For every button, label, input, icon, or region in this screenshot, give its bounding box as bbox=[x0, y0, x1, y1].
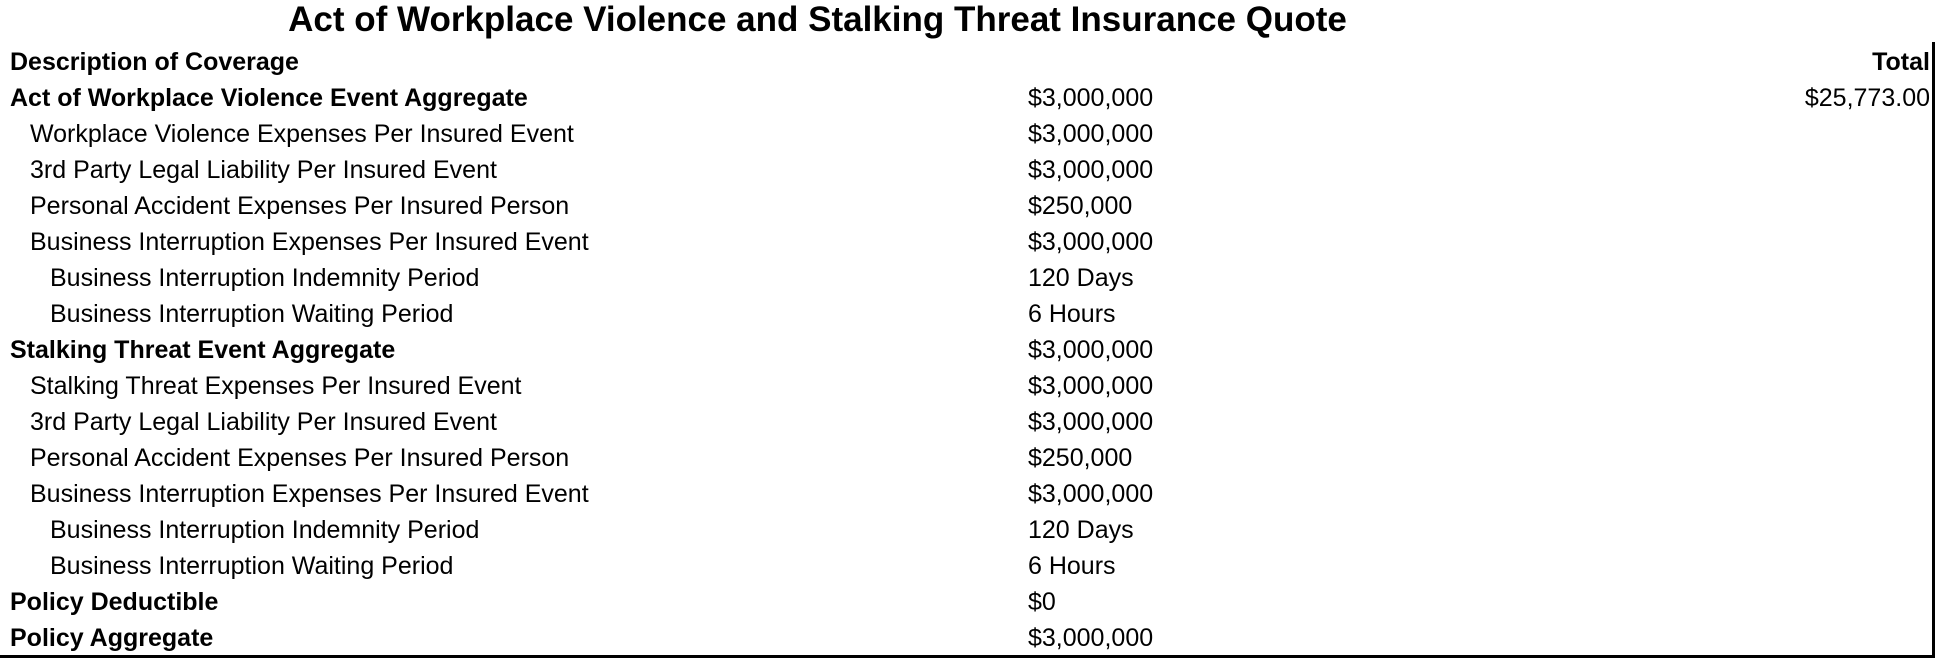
coverage-value: $3,000,000 bbox=[1028, 84, 1154, 112]
table-row bbox=[0, 404, 1932, 440]
table-header bbox=[0, 44, 1932, 80]
coverage-label: Policy Deductible bbox=[10, 588, 219, 616]
table-row bbox=[0, 440, 1932, 476]
coverage-table bbox=[0, 80, 1932, 656]
coverage-value: 6 Hours bbox=[1028, 300, 1116, 328]
coverage-label: 3rd Party Legal Liability Per Insured Event bbox=[30, 408, 497, 436]
coverage-value: 6 Hours bbox=[1028, 552, 1116, 580]
coverage-value: 120 Days bbox=[1028, 264, 1134, 292]
table-row bbox=[0, 332, 1932, 368]
coverage-label: Personal Accident Expenses Per Insured Person bbox=[30, 444, 570, 472]
coverage-label: Personal Accident Expenses Per Insured Person bbox=[30, 192, 570, 220]
total-column-header: Total bbox=[1872, 48, 1930, 76]
coverage-label: Act of Workplace Violence Event Aggregate bbox=[10, 84, 528, 112]
table-row bbox=[0, 548, 1932, 584]
table-row bbox=[0, 476, 1932, 512]
coverage-label: Policy Aggregate bbox=[10, 624, 214, 652]
bottom-border bbox=[0, 655, 1935, 658]
coverage-value: $3,000,000 bbox=[1028, 408, 1154, 436]
table-row bbox=[0, 116, 1932, 152]
coverage-label: 3rd Party Legal Liability Per Insured Event bbox=[30, 156, 497, 184]
coverage-label: Business Interruption Expenses Per Insured Event bbox=[30, 480, 589, 508]
description-column-header: Description of Coverage bbox=[10, 48, 299, 76]
page-title: Act of Workplace Violence and Stalking Threat Insurance Quote bbox=[288, 0, 1347, 39]
table-row bbox=[0, 584, 1932, 620]
coverage-value: $3,000,000 bbox=[1028, 120, 1154, 148]
table-row bbox=[0, 80, 1932, 116]
coverage-value: $3,000,000 bbox=[1028, 336, 1154, 364]
coverage-value: $250,000 bbox=[1028, 444, 1133, 472]
coverage-label: Stalking Threat Event Aggregate bbox=[10, 336, 396, 364]
coverage-value: $0 bbox=[1028, 588, 1056, 616]
coverage-value: $3,000,000 bbox=[1028, 372, 1154, 400]
table-row bbox=[0, 188, 1932, 224]
table-row bbox=[0, 512, 1932, 548]
right-border bbox=[1932, 42, 1935, 658]
coverage-label: Business Interruption Waiting Period bbox=[50, 552, 454, 580]
table-row bbox=[0, 260, 1932, 296]
coverage-label: Business Interruption Indemnity Period bbox=[50, 516, 480, 544]
table-row bbox=[0, 296, 1932, 332]
coverage-value: $3,000,000 bbox=[1028, 624, 1154, 652]
coverage-label: Stalking Threat Expenses Per Insured Event bbox=[30, 372, 522, 400]
table-row bbox=[0, 152, 1932, 188]
coverage-value: $3,000,000 bbox=[1028, 156, 1154, 184]
table-row bbox=[0, 224, 1932, 260]
coverage-label: Business Interruption Waiting Period bbox=[50, 300, 454, 328]
total-value: $25,773.00 bbox=[1804, 84, 1930, 112]
table-row bbox=[0, 620, 1932, 656]
coverage-value: 120 Days bbox=[1028, 516, 1134, 544]
table-row bbox=[0, 368, 1932, 404]
coverage-value: $3,000,000 bbox=[1028, 228, 1154, 256]
coverage-value: $3,000,000 bbox=[1028, 480, 1154, 508]
coverage-label: Workplace Violence Expenses Per Insured Event bbox=[30, 120, 574, 148]
coverage-label: Business Interruption Expenses Per Insured Event bbox=[30, 228, 589, 256]
coverage-label: Business Interruption Indemnity Period bbox=[50, 264, 480, 292]
coverage-value: $250,000 bbox=[1028, 192, 1133, 220]
